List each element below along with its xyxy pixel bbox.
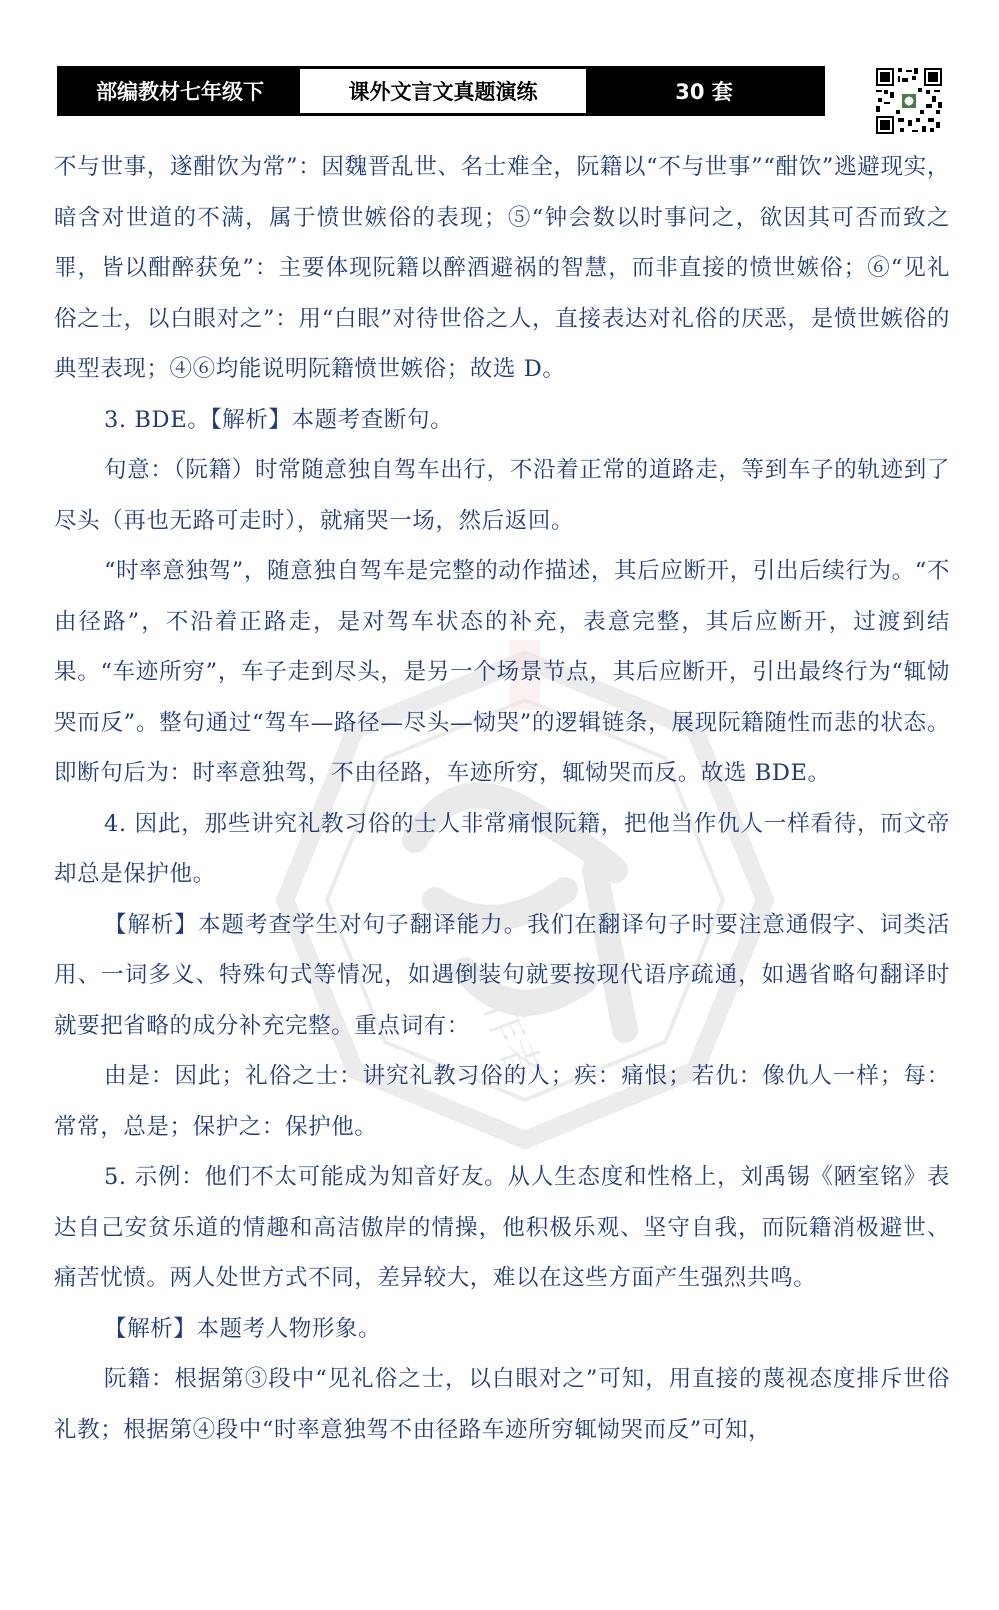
paragraph-3: 句意：（阮籍）时常随意独自驾车出行，不沿着正常的道路走，等到车子的轨迹到了尽头（再也无路可走时），就痛哭一场，然后返回。 (54, 457, 950, 534)
qr-code-icon (874, 66, 944, 136)
header-textbook-label: 部编教材七年级下 (60, 69, 300, 113)
answer-content (54, 142, 950, 1455)
paragraph-4: “时率意独驾”，随意独自驾车是完整的动作描述，其后应断开，引出后续行为。“不由径路”，不沿着正路走，是对驾车状态的补充，表意完整，其后应断开，过渡到结果。“车迹所穷”，车子走到尽头，是另一个场景节点，其后应断开，引出最终行为“辄恸哭而反”。整句通过“驾车—路径—尽头—恸哭”的逻辑链条，展现阮籍随性而悲的状态。即断句后为：时率意独驾，不由径路，车迹所穷，辄恸哭而反。故选 BDE。 (54, 558, 950, 786)
paragraph-8: 5. 示例：他们不太可能成为知音好友。从人生态度和性格上，刘禹锡《陋室铭》表达自己安贫乐道的情趣和高洁傲岸的情操，他积极乐观、坚守自我，而阮籍消极避世、痛苦忧愤。两人处世方式不同，差异较大，难以在这些方面产生强烈共鸣。 (54, 1164, 950, 1291)
watermark-text: 作者 (473, 990, 552, 1092)
paragraph-10: 阮籍：根据第③段中“见礼俗之士，以白眼对之”可知，用直接的蔑视态度排斥世俗礼教；根据第④段中“时率意独驾不由径路车迹所穷辄恸哭而反”可知， (54, 1366, 950, 1443)
header-title: 课外文言文真题演练 (300, 69, 586, 113)
header-set-count: 30 套 (586, 69, 822, 113)
header-bar (57, 66, 825, 116)
paragraph-5: 4. 因此，那些讲究礼教习俗的士人非常痛恨阮籍，把他当作仇人一样看待，而文帝却总是保护他。 (54, 810, 950, 887)
paragraph-1: 不与世事，遂酣饮为常”：因魏晋乱世、名士难全，阮籍以“不与世事”“酣饮”逃避现实，暗含对世道的不满，属于愤世嫉俗的表现；⑤“钟会数以时事问之，欲因其可否而致之罪，皆以酣醉获免”：主要体现阮籍以醉酒避祸的智慧，而非直接的愤世嫉俗；⑥“见礼俗之士，以白眼对之”：用“白眼”对待世俗之人，直接表达对礼俗的厌恶，是愤世嫉俗的典型表现；④⑥均能说明阮籍愤世嫉俗；故选 D。 (54, 154, 950, 382)
paragraph-2: 3. BDE。【解析】本题考查断句。 (104, 406, 454, 433)
paragraph-9: 【解析】本题考人物形象。 (104, 1315, 382, 1342)
paragraph-6: 【解析】本题考查学生对句子翻译能力。我们在翻译句子时要注意通假字、词类活用、一词多义、特殊句式等情况，如遇倒装句就要按现代语序疏通，如遇省略句翻译时就要把省略的成分补充完整。重点词有： (54, 911, 950, 1039)
paragraph-7: 由是：因此；礼俗之士：讲究礼教习俗的人；疾：痛恨；若仇：像仇人一样；每：常常，总是；保护之：保护他。 (54, 1063, 950, 1140)
